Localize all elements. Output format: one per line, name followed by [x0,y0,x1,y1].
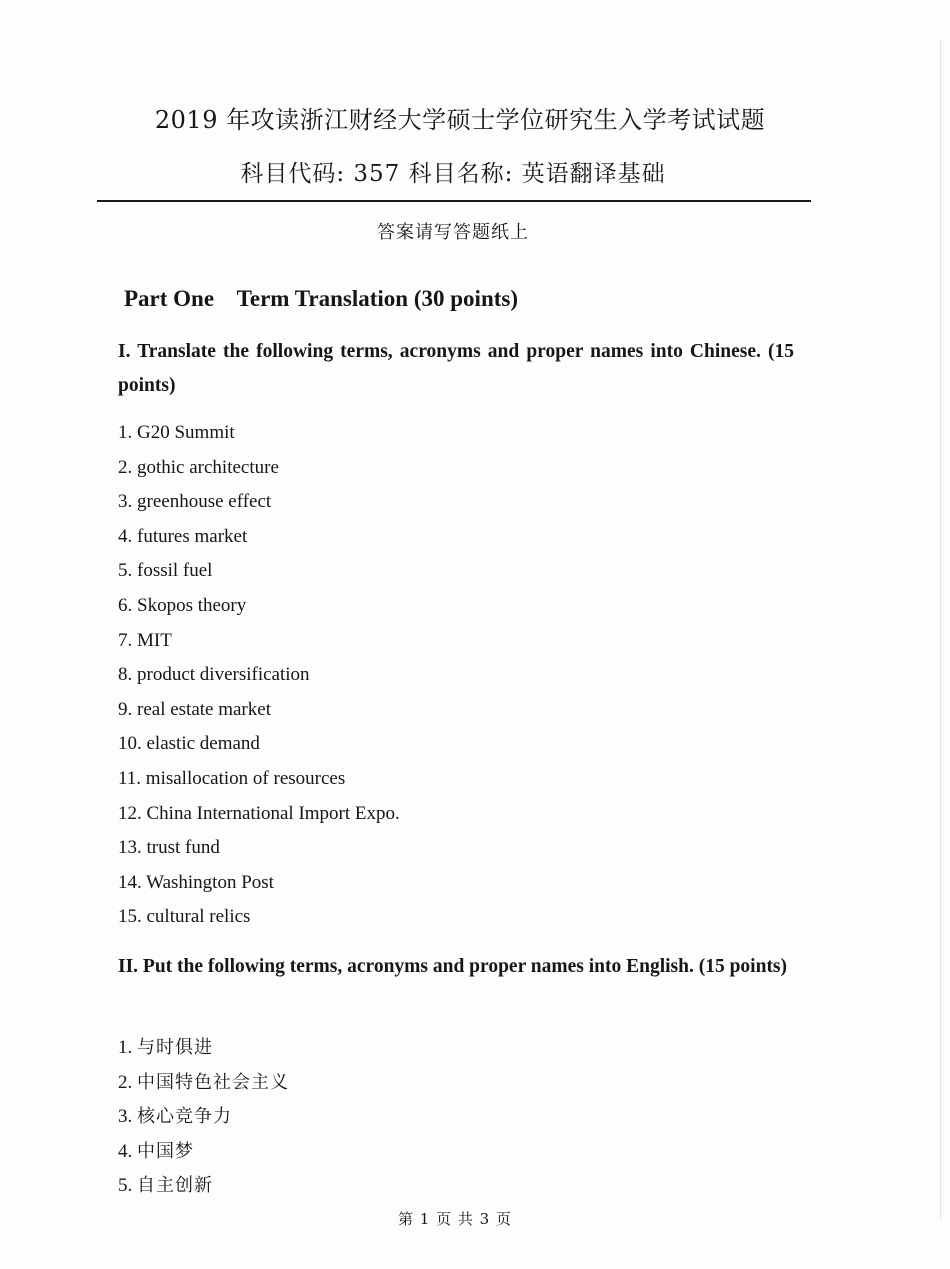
list-item: 2. gothic architecture [118,456,279,478]
list-item [118,1135,289,1170]
list-item: 7. MIT [118,629,172,651]
item-text: 中国梦 [137,1140,194,1162]
exam-title: 2019 年攻读浙江财经大学硕士学位研究生入学考试试题 [154,106,766,134]
list-item [118,1066,289,1101]
section-one-heading: I. Translate the following terms, acronyms and proper names into Chinese. (15 points) [118,341,794,396]
item-text: 中国特色社会主义 [137,1071,289,1093]
list-item: 8. product diversification [118,664,310,686]
item-number: 2. [118,1071,133,1093]
list-item: 12. China International Import Expo. [118,802,400,824]
subject-line: 科目代码: 357 科目名称: 英语翻译基础 [240,161,666,187]
item-number: 3. [118,1106,133,1128]
part-one-heading: Part One Term Translation (30 points) [124,286,518,311]
item-text: 与时俱进 [137,1037,213,1058]
item-number: 5. [118,1175,133,1197]
list-item: 11. misallocation of resources [118,767,346,789]
list-item: 10. elastic demand [118,733,260,755]
section-one-term-list [118,416,400,935]
section-two-term-list [118,1031,289,1204]
list-item: 5. fossil fuel [118,560,213,582]
item-text: 自主创新 [137,1175,213,1197]
page-indicator: 第 1 页 共 3 页 [398,1210,512,1228]
list-item: 3. greenhouse effect [118,491,272,513]
item-text: 核心竞争力 [137,1106,232,1128]
list-item [118,1100,289,1135]
list-item: 9. real estate market [118,698,271,720]
list-item: 4. futures market [118,525,248,547]
list-item: 14. Washington Post [118,871,274,893]
list-item: 6. Skopos theory [118,594,247,616]
list-item: 1. G20 Summit [118,422,235,443]
list-item: 13. trust fund [118,837,220,859]
answer-note: 答案请写答题纸上 [377,222,529,243]
item-number: 4. [118,1140,133,1162]
list-item: 15. cultural relics [118,906,251,928]
item-number: 1. [118,1037,133,1058]
header-divider [97,200,811,202]
section-two-heading: II. Put the following terms, acronyms and proper names into English. (15 points) [118,956,788,977]
list-item [118,1031,289,1066]
scan-edge-line [940,40,941,1220]
list-item [118,1169,289,1204]
